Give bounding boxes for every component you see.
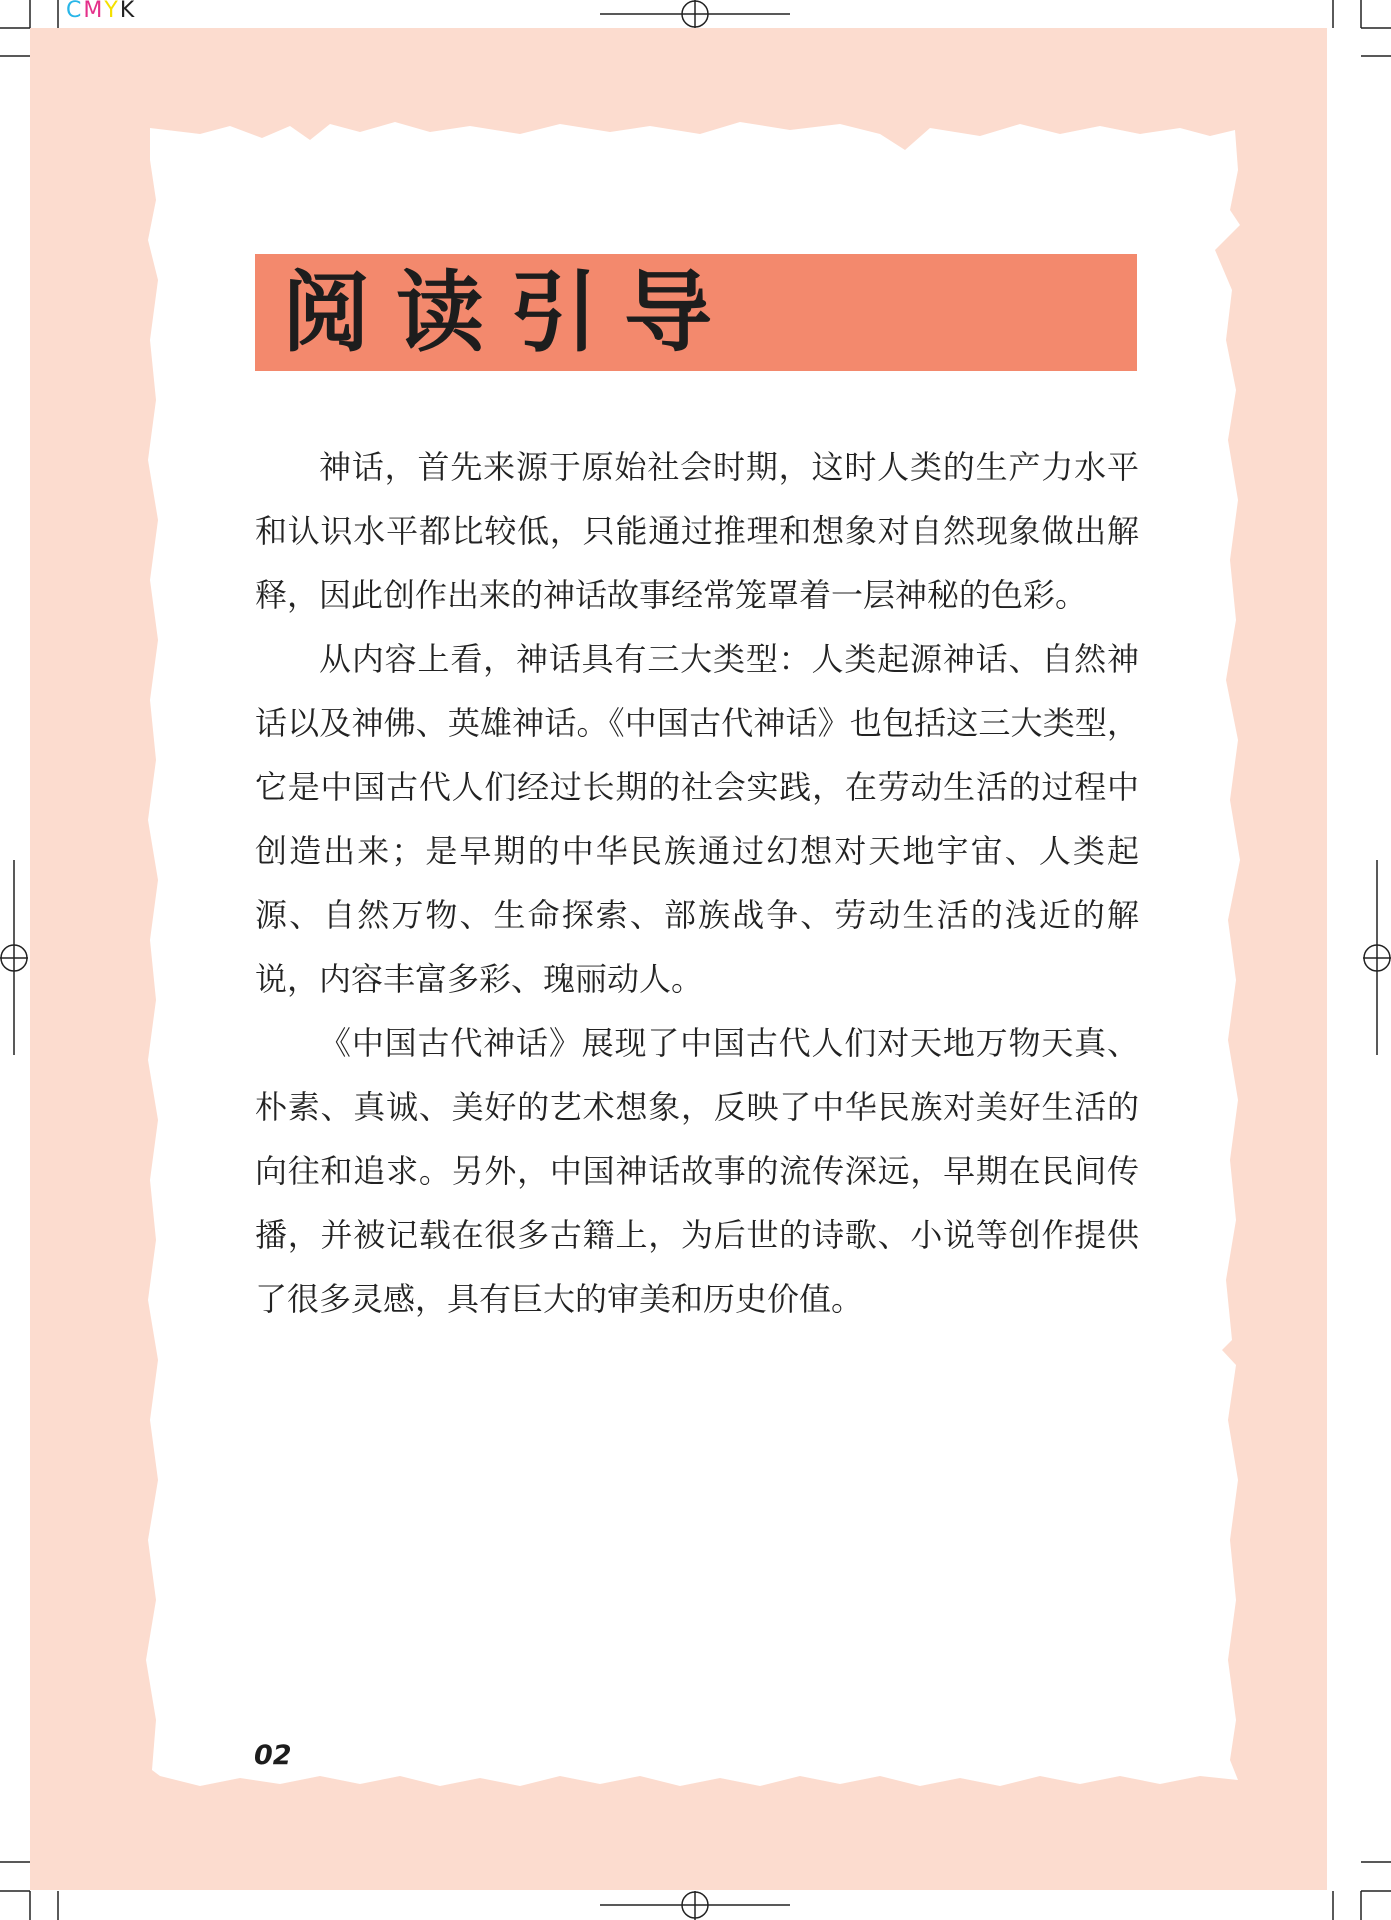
- page-number: 02: [254, 1740, 292, 1771]
- cmyk-y: Y: [104, 0, 120, 23]
- paragraph: 《中国古代神话》展现了中国古代人们对天地万物天真、朴素、真诚、美好的艺术想象，反映了中华民族对美好生活的向往和追求。另外，中国神话故事的流传深远，早期在民间传播，并被记载在很多古籍上，为后世的诗歌、小说等创作提供了很多灵感，具有巨大的审美和历史价值。: [255, 1024, 1139, 1318]
- paragraph: 从内容上看，神话具有三大类型：人类起源神话、自然神话以及神佛、英雄神话。《中国古代神话》也包括这三大类型，它是中国古代人们经过长期的社会实践，在劳动生活的过程中创造出来；是早期的中华民族通过幻想对天地宇宙、人类起源、自然万物、生命探索、部族战争、劳动生活的浅近的解说，内容丰富多彩、瑰丽动人。: [255, 640, 1139, 998]
- cmyk-k: K: [119, 0, 137, 23]
- cmyk-color-marks: [66, 0, 136, 22]
- cmyk-m: M: [83, 0, 105, 23]
- paragraph: 神话，首先来源于原始社会时期，这时人类的生产力水平和认识水平都比较低，只能通过推理和想象对自然现象做出解释，因此创作出来的神话故事经常笼罩着一层神秘的色彩。: [255, 448, 1139, 614]
- page-title: 阅读引导: [282, 261, 739, 364]
- body-text: [255, 435, 1139, 1331]
- cmyk-c: C: [66, 0, 84, 23]
